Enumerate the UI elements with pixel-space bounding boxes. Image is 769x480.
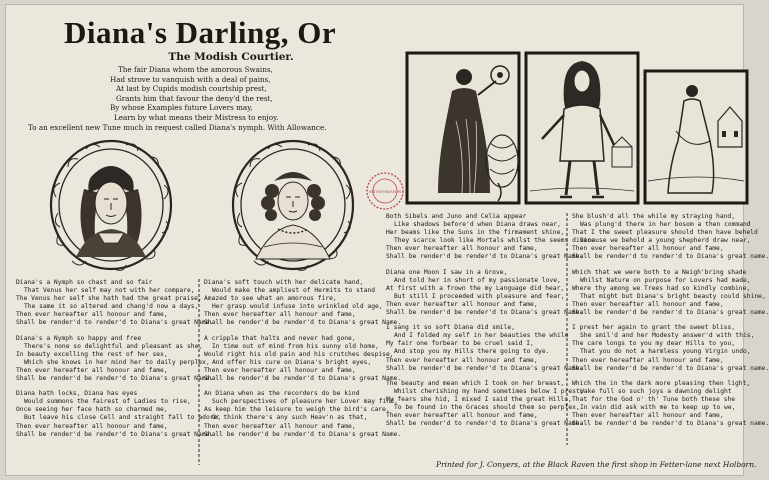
verse-column-2 (204, 279, 402, 446)
stanza (386, 268, 584, 318)
verse-line: Which the in the dark more pleasing then light, (572, 379, 751, 387)
intro-line: Had strove to vanquish with a deal of pains, (110, 74, 271, 84)
verse-line: Then ever hereafter all honour and fame, (386, 412, 538, 420)
verse-line: Was plung'd there in her bosom a then command (580, 221, 751, 229)
verse-line: Would make the ampliest of Hermits to stand (212, 287, 376, 295)
verse-line: At first with a frown the my Language did hear, (386, 284, 565, 292)
female-portrait-medallion (228, 137, 358, 273)
verse-line: That I the sweet pleasure should then have beheld (572, 229, 758, 237)
verse-line: Where thy among we Trees had so kindly combine, (572, 284, 751, 292)
verse-line: Whilst Nature on purpose for Lovers had made, (580, 276, 751, 284)
verse-line: Shall be render'd be render'd to Diana's great Name. (386, 309, 584, 317)
verse-line: Once seeing her face hath so charmed me, (16, 406, 168, 414)
library-stamp (364, 170, 406, 212)
verse-line: And told her in short of my passionate love, (394, 276, 561, 284)
column-divider (196, 279, 202, 465)
stanza (386, 324, 584, 373)
verse-line: Both Sibels and Juno and Celia appear (386, 213, 527, 220)
woodcut-lady-with-peacock (407, 53, 519, 203)
woodcut-lady-walking (645, 71, 747, 203)
verse-line: My fair one forbear to be cruel said I, (386, 340, 534, 348)
verse-line: Shall be render'd be render'd to Diana's great Name. (16, 430, 214, 438)
verse-line: Then ever hereafter all honour and fame, (572, 412, 724, 420)
verse-line: That Venus her self may not with her compare, (24, 287, 195, 295)
verse-line: And offer his cure on Diana's bright eyes, (212, 358, 372, 366)
stanza (572, 324, 769, 373)
intro-line: By whose Examples future Lovers may, (110, 103, 253, 113)
verse-line: That you do not a harmless young Virgin undo, (580, 348, 751, 356)
verse-line: Then ever hereafter all honour and fame, (386, 356, 538, 364)
verse-line: Then ever hereafter all honour and fame, (572, 245, 724, 253)
stanza (16, 279, 214, 328)
verse-line: An Diana when as the recorders do be kind (204, 390, 360, 398)
verse-line: The Venus her self she hath had the great praise, (16, 295, 202, 303)
verse-line: Shall be render'd be render'd to Diana's great Name. (16, 375, 214, 383)
tune-line: To an excellent new Tune much in request called Diana's nymph. With Allowance. (28, 123, 327, 132)
stanza (386, 213, 595, 262)
male-portrait-medallion (46, 137, 176, 273)
intro-verse (102, 65, 332, 123)
verse-line: Diana one Moon I saw in a Grove, (386, 268, 508, 276)
verse-line: But leave his close Cell and straight fall to adore, (24, 414, 222, 422)
verse-line: Her grasp would infuse into wrinkled old age, (212, 303, 383, 311)
verse-line: Her beams like the Suns in the firmament shine, (386, 229, 565, 237)
intro-line: At last by Cupids modish courtship prest, (116, 84, 267, 94)
verse-line: My fears she hid, I mixed I said the great Hills, (386, 395, 572, 403)
stanza (572, 379, 769, 429)
ballad-subtitle: The Modish Courtier. (168, 51, 294, 63)
verse-column-1 (16, 279, 222, 446)
verse-line: In vain did ask with me to keep up to we, (580, 403, 736, 411)
verse-line: Shall be render'd be render'd to Diana's great name. (572, 420, 769, 428)
stanza (204, 279, 402, 328)
stamp-text: BRITISH MUSEUM (369, 190, 401, 194)
verse-line: Shall be render'd be render'd to Diana's great Name. (386, 253, 584, 261)
verse-column-3 (386, 213, 595, 435)
verse-line: But still I proceeded with pleasure and fear, (394, 292, 565, 300)
verse-line: Shall be render'd be render'd to Diana's great name. (572, 309, 769, 317)
verse-line: Or think there's any such Heav'n as that, (212, 414, 368, 422)
printer-imprint: Printed for J. Conyers, at the Black Raven the first shop in Fetter-lane next Holborn. (436, 460, 757, 469)
verse-line: Diana's a Nymph so happy and free (16, 334, 142, 342)
intro-line: The fair Diana whom the amorous Swains, (118, 65, 273, 74)
intro-line: Grants him that favour the deny'd the rest, (116, 93, 273, 103)
verse-line: Shall be render'd be render'd to Diana's great Name. (204, 375, 402, 383)
verse-line: There's none so delightful and pleasant as she, (24, 342, 203, 350)
verse-line: I sang it so soft Diana did smile, (386, 324, 515, 332)
broadside-sheet (6, 5, 769, 475)
verse-line: Then ever hereafter all honour and fame, (204, 311, 356, 319)
verse-line: Shall be render'd to render'd to Diana's great name. (572, 253, 769, 261)
verse-line: Then ever hereafter all honour and fame, (16, 311, 168, 319)
verse-line: Shall be render'd be render'd to Diana's great Name. (204, 319, 402, 327)
verse-line: Whilst cherishing my hand sometimes below I prest, (394, 387, 584, 395)
stanza (572, 213, 769, 262)
verse-line: Which she knows in her mind her to daily perplex, (24, 358, 210, 366)
verse-line: As keep him the leisure to weigh the bird's care, (204, 406, 390, 414)
ballad-title: Diana's Darling, Or (64, 15, 337, 50)
verse-line: She smil'd and her Modesty answer'd with this, (580, 332, 755, 340)
verse-line: Like shadows before'd when Diana draws near, (394, 221, 561, 229)
verse-line: Diana hath locks, Diana has eyes (16, 390, 138, 398)
verse-line: Then ever hereafter all honour and fame, (204, 422, 356, 430)
woodcut-panel (406, 51, 746, 209)
verse-line: Wake full so such joys a dawning delight (580, 387, 732, 395)
verse-line: Shall be render'd be render'd to Diana's great name. (572, 364, 769, 372)
stanza (572, 268, 769, 318)
verse-column-4 (572, 213, 769, 435)
verse-line: Such perspectives of pleasure her Lover may find, (212, 398, 398, 406)
verse-line: Which that we were both to a Neigh'bring shade (572, 268, 747, 276)
column-divider (564, 213, 570, 445)
verse-line: The beauty and mean which I took on her breast, (386, 379, 565, 387)
verse-line: Then ever hereafter all honour and fame, (16, 366, 168, 374)
verse-line: Then ever hereafter all honour and fame, (572, 356, 724, 364)
verse-line: Shall be render'd be render'd to Diana's great Name. (204, 430, 402, 438)
verse-line: The care longs to you my dear Hills to you, (572, 340, 736, 348)
verse-line: Would summons the fairest of Ladies to rise, (24, 398, 191, 406)
stanza (204, 334, 402, 384)
verse-line: Diana's soft touch with her delicate hand, (204, 279, 364, 286)
stanza (386, 379, 584, 429)
verse-line: Would right his old pain and his crutches despise, (204, 350, 394, 358)
verse-line: I prest her again to grant the sweet bliss, (572, 324, 736, 332)
verse-line: Then ever hereafter all honour and fame, (572, 300, 724, 308)
stanza (16, 334, 214, 384)
verse-line: A cripple that halts and never had gone, (204, 334, 356, 342)
verse-line: Diana's a Nymph so chast and so fair (16, 279, 153, 286)
verse-line: That might but Diana's bright beauty could shine, (580, 292, 766, 300)
verse-line: She blush'd all the while my straying hand, (572, 213, 736, 220)
verse-line: They scarce look like Mortals whilst the seems divine (394, 237, 595, 245)
verse-line: Then ever hereafter all honour and fame, (204, 366, 356, 374)
verse-line: And I folded my self in her beauties the while (394, 332, 569, 340)
verse-line: Amazed to see what an amorous fire, (204, 295, 337, 303)
verse-line: Then ever hereafter all honour and fame, (16, 422, 168, 430)
woodcut-courtier (526, 53, 638, 203)
verse-line: Then ever hereafter all honour and fame, (386, 300, 538, 308)
verse-line: Shall be render'd be render'd to Diana's great Name. (386, 364, 584, 372)
intro-line: Learn by what means their Mistress to enjoy. (114, 112, 279, 122)
verse-line: In beauty excelling the rest of her sex, (16, 350, 168, 358)
stanza (16, 390, 222, 439)
verse-line: Shall be render'd to render'd to Diana's great Name. (386, 420, 584, 428)
stanza (204, 390, 402, 439)
verse-line: And stop you my Hills there going to dye. (394, 348, 550, 356)
verse-line: Because we behold a young shepherd draw near, (580, 237, 751, 245)
verse-line: To be found in the Graces should them so perplex, (394, 403, 580, 411)
verse-line: The same it so altered and chang'd now a days, (24, 303, 199, 311)
verse-line: Shall be render'd to render'd to Diana's great Name. (16, 319, 214, 327)
verse-line: That for the God o' th' Tune both these she (572, 395, 736, 403)
verse-line: In time out of mind from his sunny old home, (212, 342, 379, 350)
verse-line: Then ever hereafter all honour and fame, (386, 245, 538, 253)
